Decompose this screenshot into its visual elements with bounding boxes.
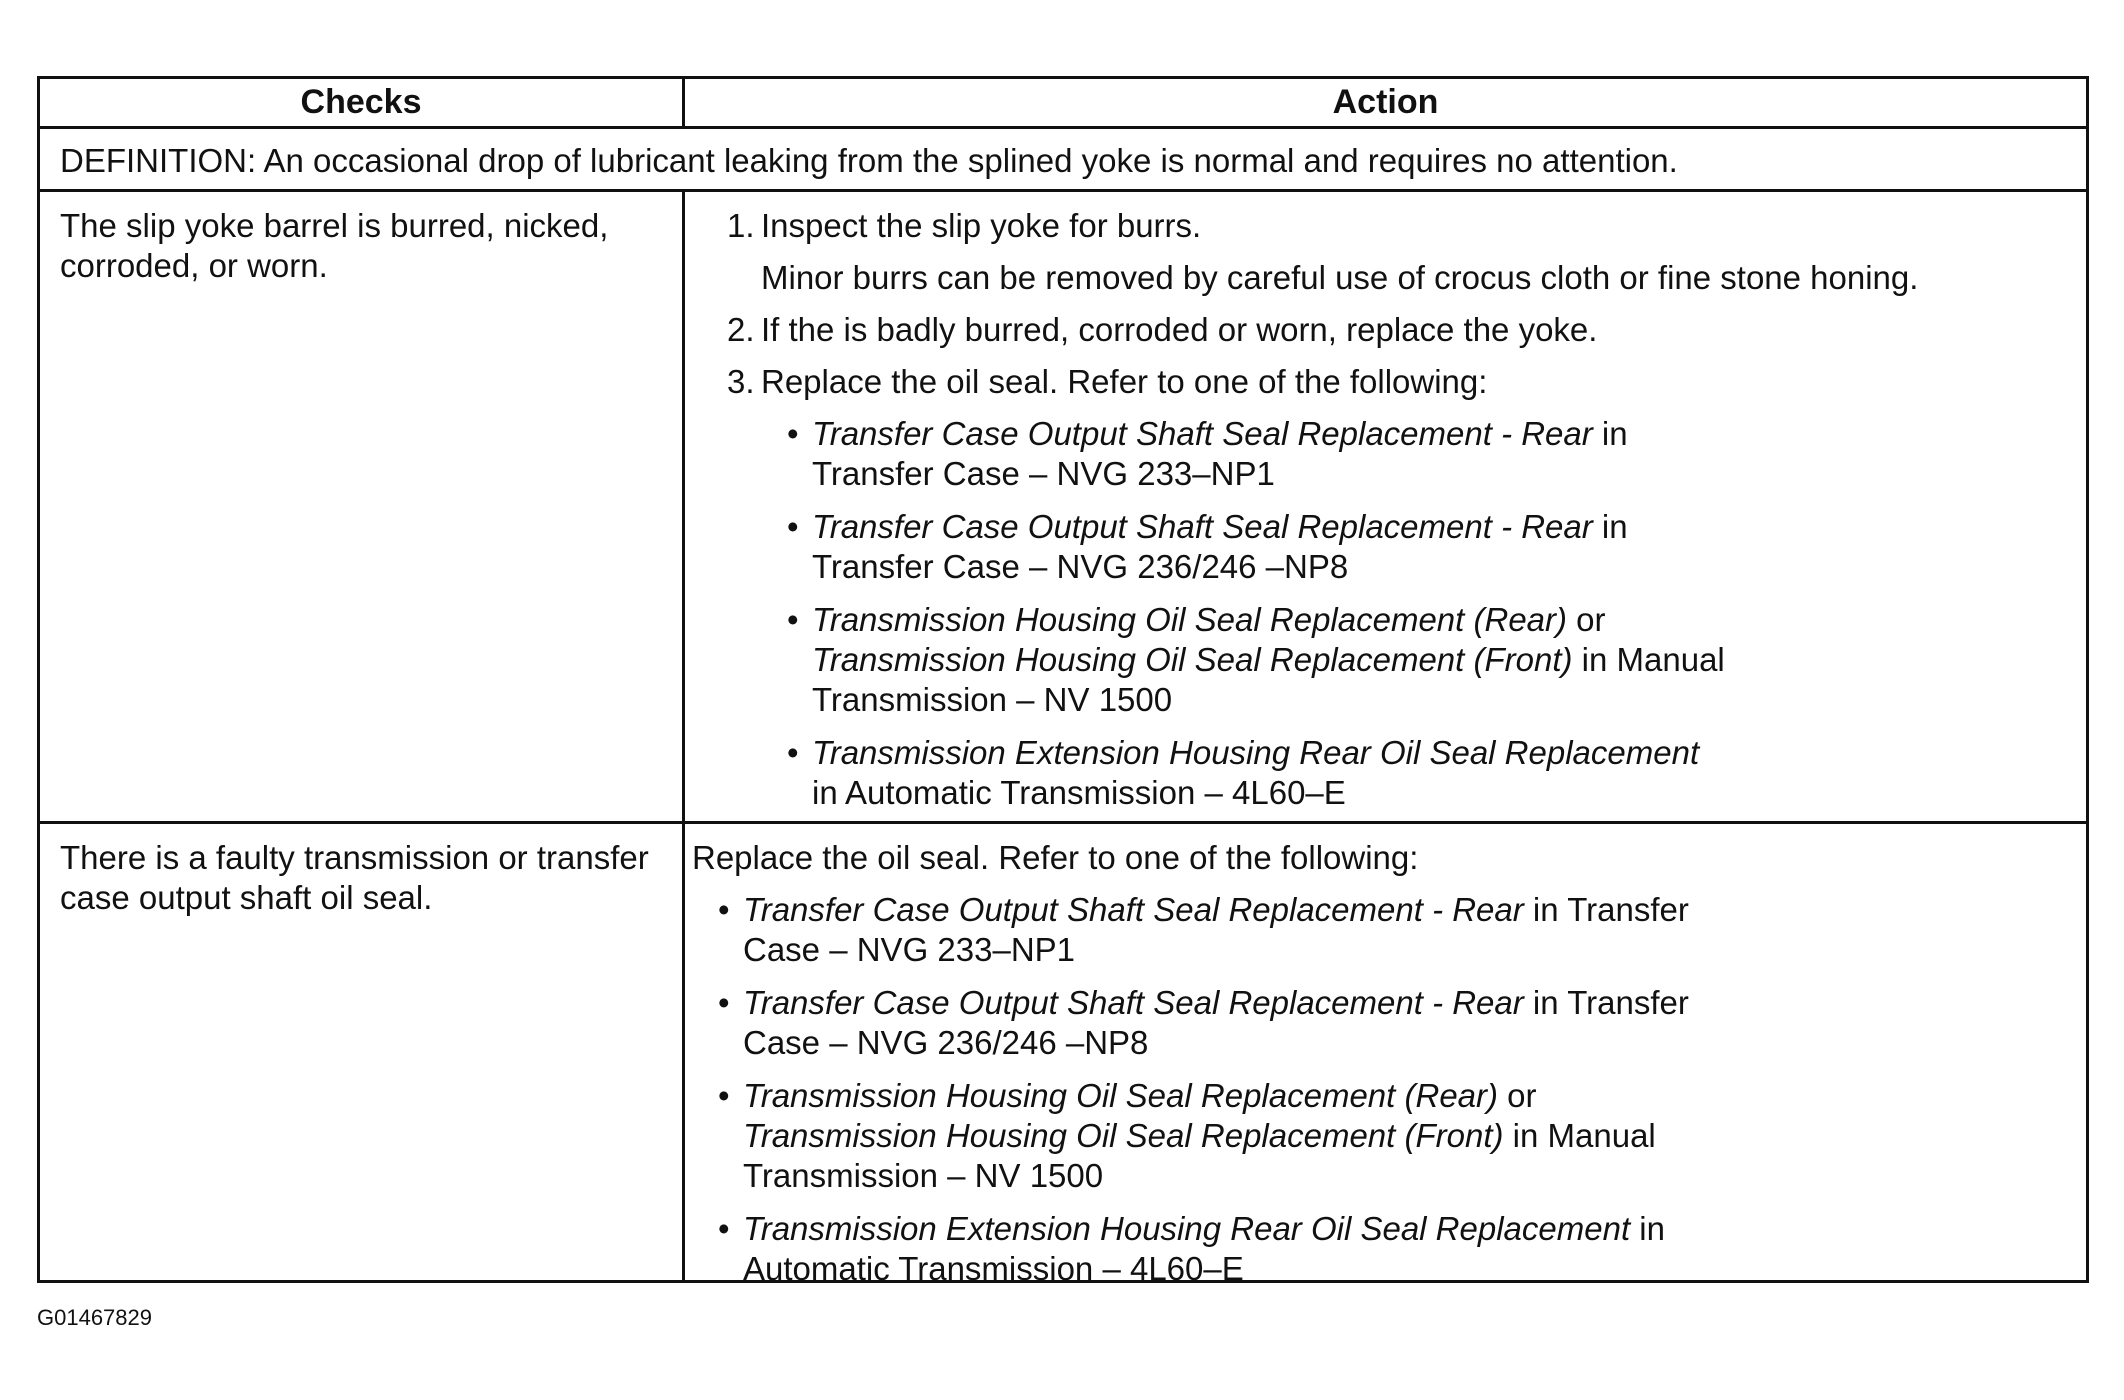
reference-title: Transmission Extension Housing Rear Oil Seal Replacement	[812, 734, 1700, 771]
column-divider	[682, 824, 685, 1280]
bullet-icon: •	[718, 891, 730, 928]
bullet-icon: •	[787, 734, 799, 771]
header-checks: Checks	[300, 83, 422, 121]
bullet-icon: •	[787, 508, 799, 545]
reference-title: Transfer Case Output Shaft Seal Replacement - Rear	[812, 508, 1593, 545]
step-text: If the is badly burred, corroded or worn, replace the yoke.	[761, 311, 1598, 348]
step-number: 1.	[727, 207, 755, 244]
reference-location: Transmission – NV 1500	[812, 681, 1173, 718]
reference-title: Transfer Case Output Shaft Seal Replacement - Rear	[743, 984, 1524, 1021]
list-item: • Transfer Case Output Shaft Seal Replacement - Rear in Transfer Case – NVG 233–NP1	[761, 414, 2072, 494]
list-item	[700, 310, 2072, 350]
check-cell: The slip yoke barrel is burred, nicked, corroded, or worn.	[60, 207, 609, 284]
bullet-icon: •	[787, 415, 799, 452]
reference-title: Transmission Housing Oil Seal Replacement (Front)	[812, 641, 1573, 678]
list-item: • Transfer Case Output Shaft Seal Replacement - Rear in Transfer Case – NVG 233–NP1	[692, 890, 2072, 970]
reference-location: in Automatic Transmission – 4L60–E	[812, 774, 1346, 811]
action-cell	[700, 206, 2072, 826]
table-row	[40, 192, 2086, 824]
reference-location: Transmission – NV 1500	[743, 1157, 1104, 1194]
reference-list	[692, 890, 2072, 1289]
figure-id: G01467829	[37, 1305, 152, 1330]
reference-title: Transfer Case Output Shaft Seal Replacement - Rear	[812, 415, 1593, 452]
list-item: • Transfer Case Output Shaft Seal Replacement - Rear in Transfer Case – NVG 236/246 –NP8	[761, 507, 2072, 587]
action-cell	[692, 838, 2072, 1302]
bullet-icon: •	[718, 1210, 730, 1247]
diagnostic-table	[37, 76, 2089, 1287]
reference-list	[761, 414, 2072, 813]
list-item: • Transmission Extension Housing Rear Oil Seal Replacement in Automatic Transmission – 4L60–E	[692, 1209, 2072, 1289]
check-cell: There is a faulty transmission or transfer case output shaft oil seal.	[60, 839, 649, 916]
table-row	[40, 824, 2086, 1287]
list-item: • Transmission Housing Oil Seal Replacement (Rear) or Transmission Housing Oil Seal Replacement (Front) in Manual Transmission – NV 1500	[692, 1076, 2072, 1196]
reference-title: Transmission Extension Housing Rear Oil Seal Replacement	[743, 1210, 1631, 1247]
list-item: • Transfer Case Output Shaft Seal Replacement - Rear in Transfer Case – NVG 236/246 –NP8	[692, 983, 2072, 1063]
reference-title: Transmission Housing Oil Seal Replacement (Front)	[743, 1117, 1504, 1154]
list-item	[700, 362, 2072, 813]
definition-row: DEFINITION: An occasional drop of lubricant leaking from the splined yoke is normal and requires no attention.	[40, 129, 2086, 192]
reference-location: Transfer Case – NVG 236/246 –NP8	[812, 548, 1349, 585]
table-header	[40, 79, 2086, 129]
bullet-icon: •	[718, 1077, 730, 1114]
action-intro: Replace the oil seal. Refer to one of the following:	[692, 839, 1419, 876]
reference-title: Transfer Case Output Shaft Seal Replacement - Rear	[743, 891, 1524, 928]
bullet-icon: •	[787, 601, 799, 638]
reference-title: Transmission Housing Oil Seal Replacement (Rear)	[743, 1077, 1499, 1114]
column-divider	[682, 79, 685, 129]
bullet-icon: •	[718, 984, 730, 1021]
step-note: Minor burrs can be removed by careful use of crocus cloth or fine stone honing.	[761, 259, 1919, 296]
list-item	[761, 733, 2072, 813]
reference-location: Case – NVG 233–NP1	[743, 931, 1076, 968]
reference-location: Automatic Transmission – 4L60–E	[743, 1250, 1244, 1287]
header-action: Action	[1332, 83, 1439, 121]
step-list	[700, 206, 2072, 813]
step-text: Replace the oil seal. Refer to one of the following:	[761, 363, 1488, 400]
reference-location: Case – NVG 236/246 –NP8	[743, 1024, 1149, 1061]
step-text: Inspect the slip yoke for burrs.	[761, 207, 1202, 244]
reference-location: Transfer Case – NVG 233–NP1	[812, 455, 1275, 492]
column-divider	[682, 192, 685, 821]
reference-title: Transmission Housing Oil Seal Replacement (Rear)	[812, 601, 1568, 638]
list-item: • Transmission Housing Oil Seal Replacement (Rear) or Transmission Housing Oil Seal Replacement (Front) in Manual Transmission – NV 1500	[761, 600, 2072, 720]
step-number: 3.	[727, 363, 755, 400]
list-item	[700, 206, 2072, 298]
step-number: 2.	[727, 311, 755, 348]
